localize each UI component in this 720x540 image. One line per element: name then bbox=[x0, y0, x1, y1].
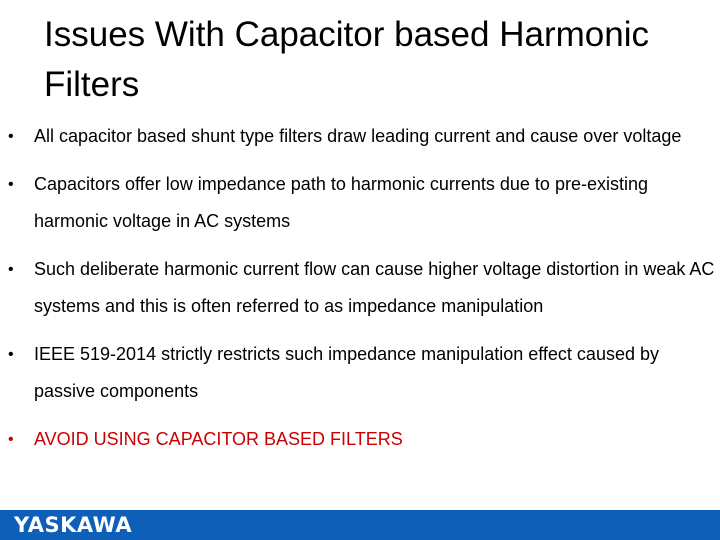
bullet-item-ieee-519 bbox=[8, 336, 718, 410]
bullet-icon: • bbox=[8, 431, 14, 448]
bullet-text: AVOID USING CAPACITOR BASED FILTERS bbox=[34, 429, 403, 449]
bullet-text: All capacitor based shunt type filters draw leading current and cause over voltage bbox=[34, 126, 682, 146]
bullet-item-low-impedance bbox=[8, 166, 718, 240]
slide-title: Issues With Capacitor based Harmonic Filters bbox=[44, 15, 649, 104]
bullet-text: Capacitors offer low impedance path to harmonic currents due to pre-existing harmonic voltage in AC systems bbox=[34, 174, 648, 231]
footer-bar bbox=[0, 510, 720, 540]
bullet-item-impedance-manipulation bbox=[8, 251, 718, 325]
bullet-icon: • bbox=[8, 176, 14, 193]
bullet-item-avoid-capacitor-filters bbox=[8, 421, 718, 458]
bullet-text: IEEE 519-2014 strictly restricts such impedance manipulation effect caused by passive components bbox=[34, 344, 659, 401]
bullet-item-leading-current bbox=[8, 118, 718, 155]
bullet-icon: • bbox=[8, 261, 14, 278]
yaskawa-logo: YASKAWA bbox=[14, 513, 133, 537]
bullet-text: Such deliberate harmonic current flow can cause higher voltage distortion in weak AC systems and this is often referred to as impedance manipulation bbox=[34, 259, 715, 316]
bullet-icon: • bbox=[8, 128, 14, 145]
bullet-list bbox=[8, 118, 718, 469]
bullet-icon: • bbox=[8, 346, 14, 363]
